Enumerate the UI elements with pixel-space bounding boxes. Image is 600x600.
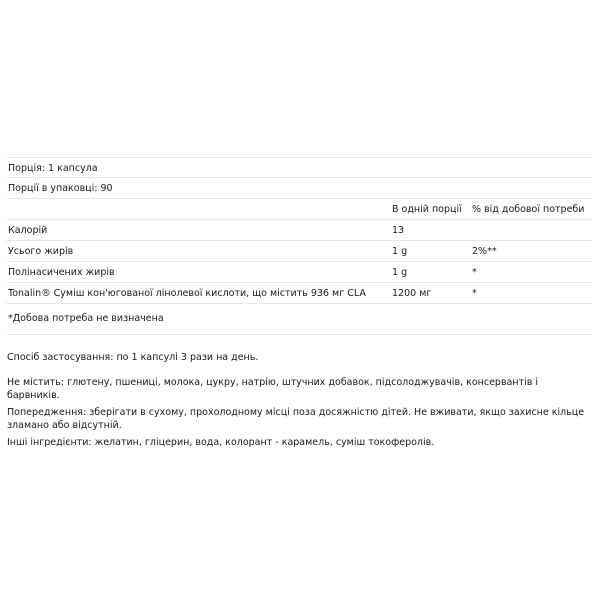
per-serving-header: В одній порції <box>392 204 462 215</box>
nutrient-amount: 1 g <box>392 246 408 257</box>
nutrient-name: Tonalin® Суміш кон'югованої лінолевої кислоти, що містить 936 мг CLA <box>8 288 366 299</box>
servings-per-container: Порції в упаковці: 90 <box>8 183 113 194</box>
nutrient-amount: 1 g <box>392 267 408 278</box>
table-row <box>6 262 593 283</box>
table-row <box>6 241 593 262</box>
nutrient-name: Калорій <box>8 225 48 236</box>
nutrient-daily-value: * <box>472 288 477 299</box>
nutrition-facts-table <box>6 157 593 335</box>
table-row <box>6 220 593 241</box>
nutrient-amount: 13 <box>392 225 405 236</box>
footnote-row <box>6 304 593 335</box>
free-from-text: Не містить: глютену, пшениці, молока, цукру, натрію, штучних добавок, підсолоджувачів, консервантів і барвників. <box>7 377 539 401</box>
serving-size: Порція: 1 капсула <box>8 163 98 174</box>
daily-value-header: % від добової потреби <box>472 204 585 215</box>
nutrient-daily-value: 2%** <box>472 246 497 257</box>
nutrient-daily-value: * <box>472 267 477 278</box>
warning-text: Попередження: зберігати в сухому, прохолодному місці поза досяжністю дітей. Не вживати, якщо захисне кільце зламано або відсутній. <box>7 407 585 431</box>
footnote: *Добова потреба не визначена <box>8 313 164 324</box>
nutrient-amount: 1200 мг <box>392 288 432 299</box>
nutrient-name: Полінасичених жирів <box>8 267 115 278</box>
other-ingredients-text: Інші інгредієнти: желатин, гліцерин, вода, колорант - карамель, суміш токоферолів. <box>7 437 435 448</box>
servings-per-container-row <box>6 178 593 199</box>
table-row <box>6 283 593 304</box>
nutrient-name: Усього жирів <box>8 246 74 257</box>
table-header-row <box>6 199 593 220</box>
product-info <box>7 351 587 449</box>
usage-text: Спосіб застосування: по 1 капсулі 3 рази на день. <box>7 352 259 363</box>
serving-size-row <box>6 157 593 178</box>
